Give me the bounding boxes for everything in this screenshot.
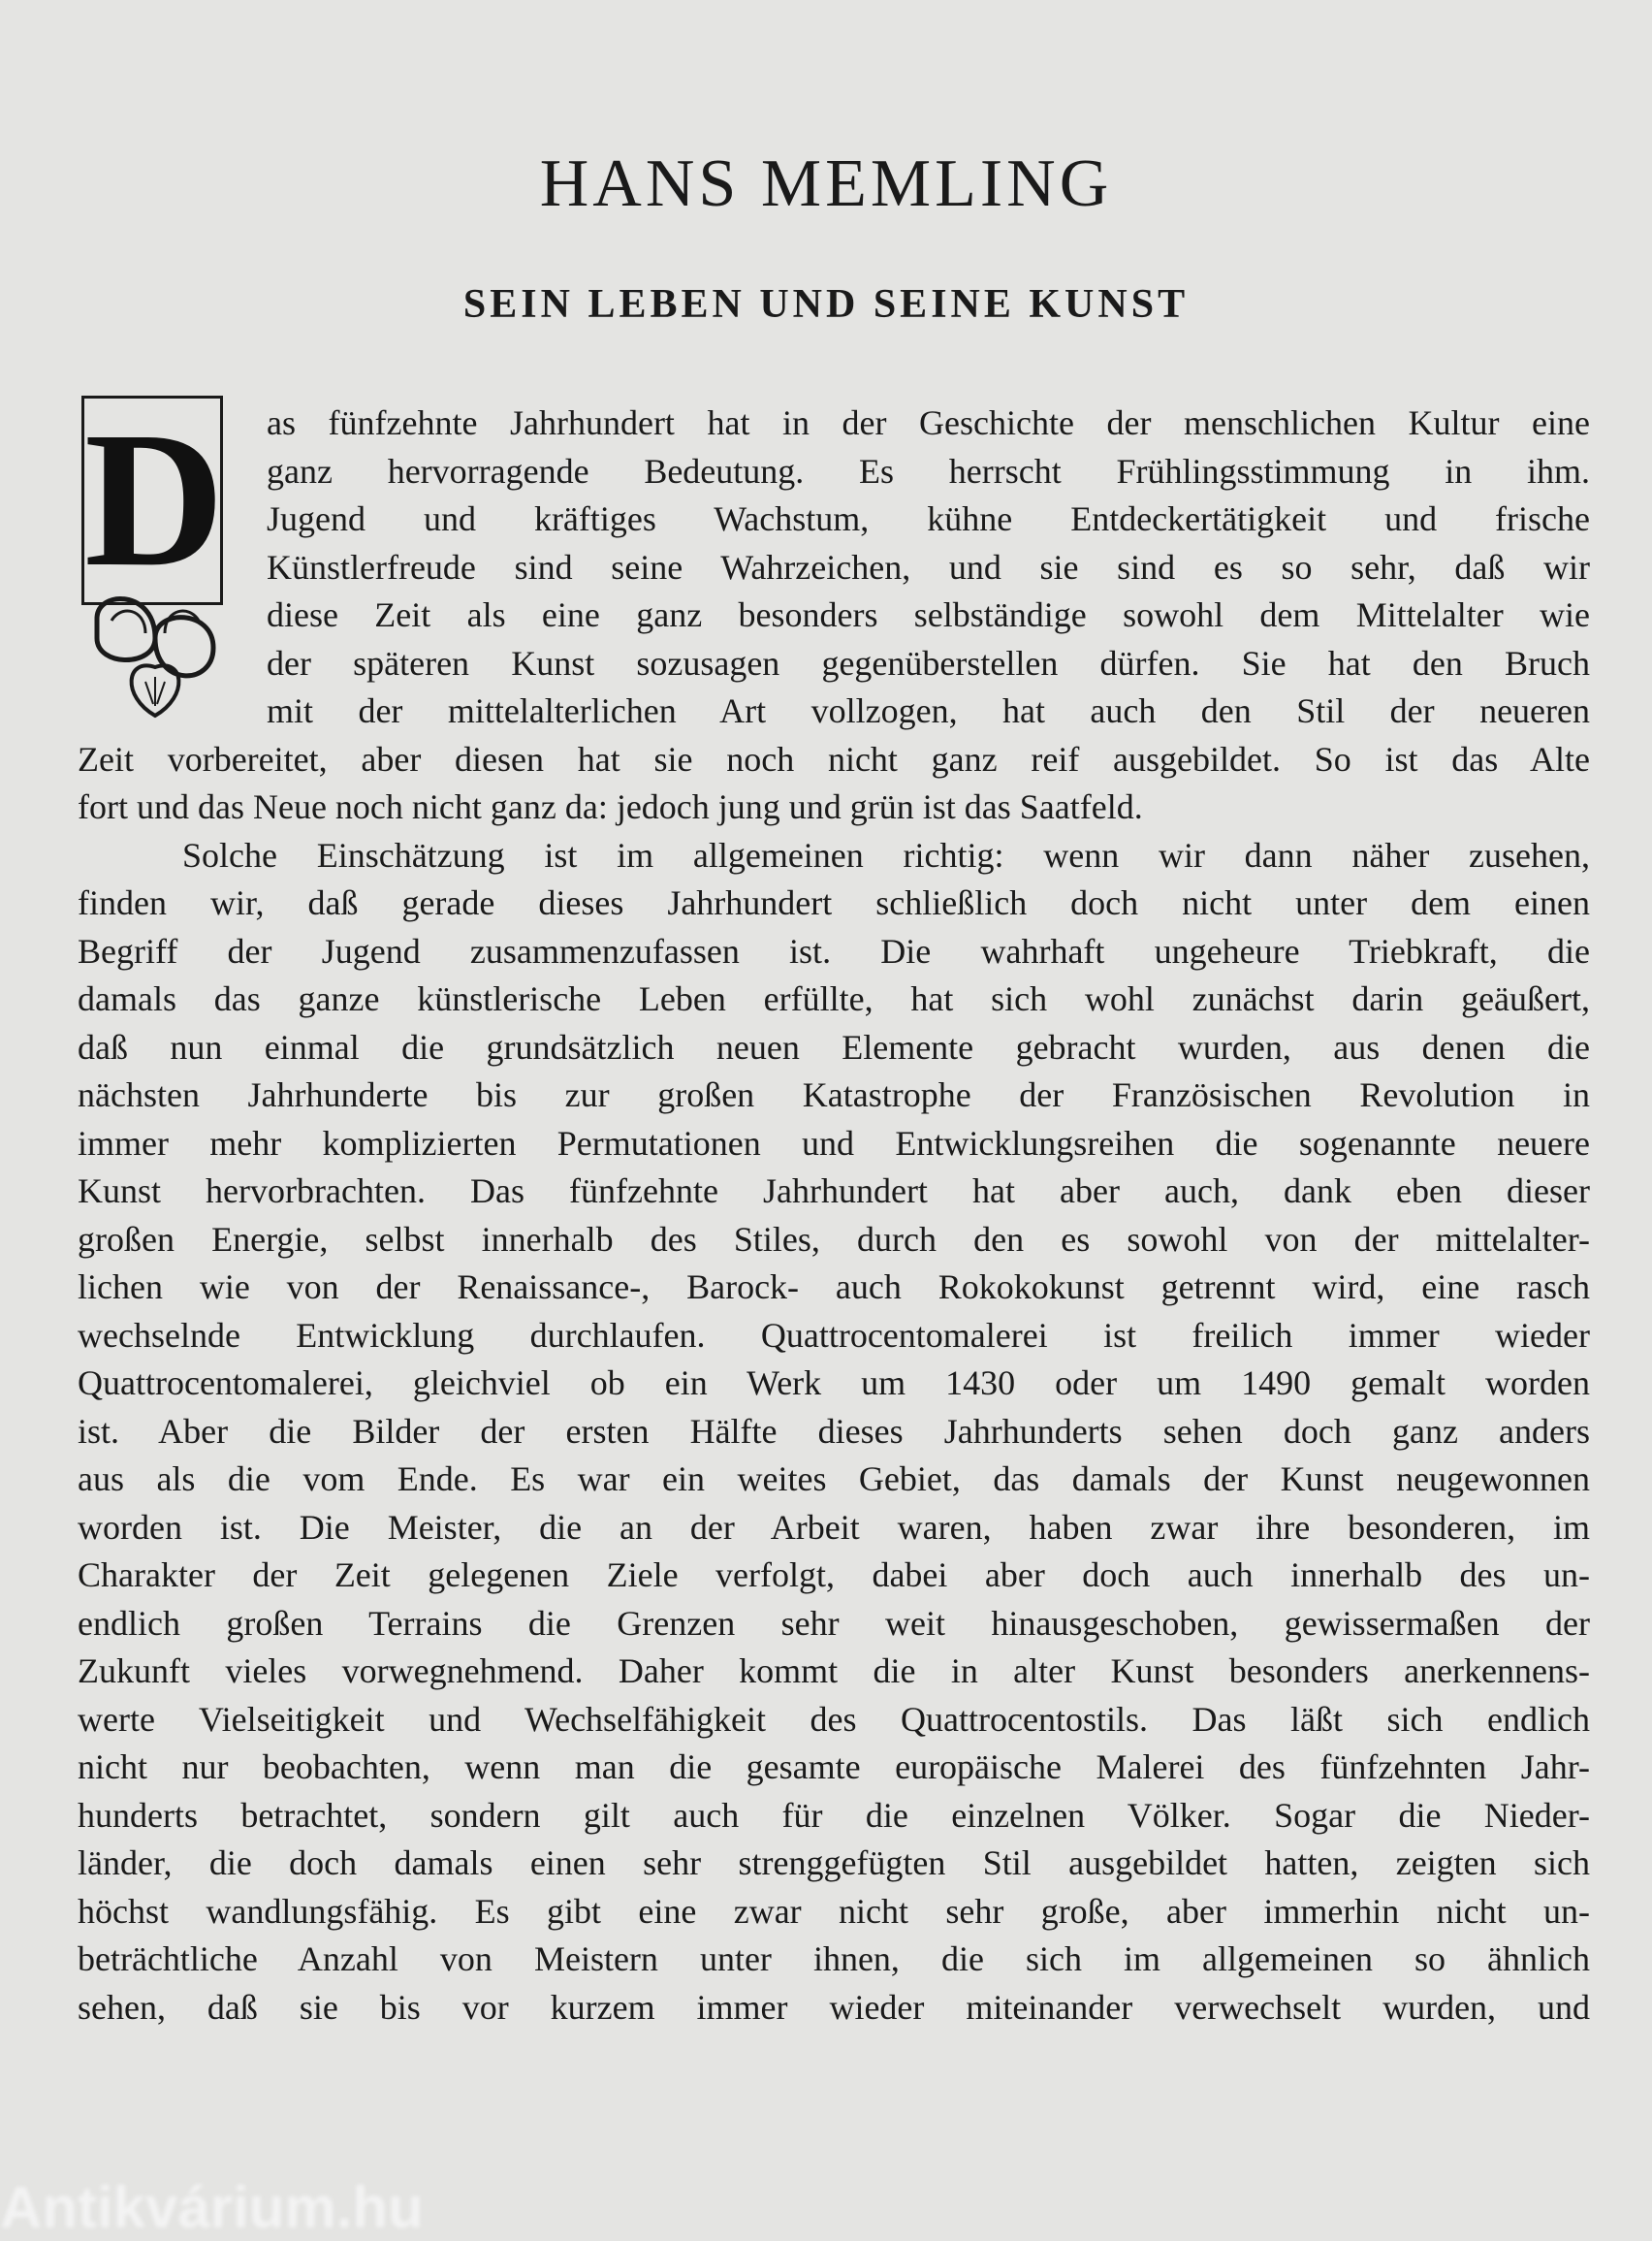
text-line: werte Vielseitigkeit und Wechselfähigkeit des Quattrocentostils. Das läßt sich endlich	[78, 1699, 1590, 1739]
page-title: HANS MEMLING	[539, 146, 1113, 221]
text-line: aus als die vom Ende. Es war ein weites Gebiet, das damals der Kunst neugewonnen	[78, 1459, 1590, 1498]
drop-cap-letter: D	[81, 396, 223, 605]
text-line: sehen, daß sie bis vor kurzem immer wieder miteinander verwechselt wurden, und	[78, 1987, 1590, 2027]
text-line: nicht nur beobachten, wenn man die gesamte europäische Malerei des fünfzehnten Jahr-	[78, 1747, 1590, 1786]
text-line: mit der mittelalterlichen Art vollzogen, hat auch den Stil der neueren	[267, 691, 1590, 730]
text-line: länder, die doch damals einen sehr strenggefügten Stil ausgebildet hatten, zeigten sich	[78, 1843, 1590, 1882]
text-line: Charakter der Zeit gelegenen Ziele verfolgt, dabei aber doch auch innerhalb des un-	[78, 1555, 1590, 1594]
text-line: beträchtliche Anzahl von Meistern unter ihnen, die sich im allgemeinen so ähnlich	[78, 1939, 1590, 1978]
text-line: der späteren Kunst sozusagen gegenüberstellen dürfen. Sie hat den Bruch	[267, 643, 1590, 683]
text-line: damals das ganze künstlerische Leben erfüllte, hat sich wohl zunächst darin geäußert,	[78, 979, 1590, 1018]
watermark: Antikvárium.hu	[0, 2175, 424, 2240]
page-subtitle: SEIN LEBEN UND SEINE KUNST	[462, 282, 1190, 327]
text-line: großen Energie, selbst innerhalb des Stiles, durch den es sowohl von der mittelalter-	[78, 1219, 1590, 1259]
text-line: ganz hervorragende Bedeutung. Es herrscht Frühlingsstimmung in ihm.	[267, 451, 1590, 491]
text-line: immer mehr komplizierten Permutationen und Entwicklungsreihen die sogenannte neuere	[78, 1123, 1590, 1163]
text-line: Zukunft vieles vorwegnehmend. Daher kommt die in alter Kunst besonders anerkennens-	[78, 1651, 1590, 1690]
text-line: worden ist. Die Meister, die an der Arbeit waren, haben zwar ihre besonderen, im	[78, 1507, 1590, 1547]
text-line: Solche Einschätzung ist im allgemeinen richtig: wenn wir dann näher zusehen,	[182, 835, 1590, 875]
text-line: fort und das Neue noch nicht ganz da: jedoch jung und grün ist das Saatfeld.	[78, 787, 1143, 826]
text-line: Zeit vorbereitet, aber diesen hat sie noch nicht ganz reif ausgebildet. So ist das Alte	[78, 739, 1590, 779]
text-line: hunderts betrachtet, sondern gilt auch für die einzelnen Völker. Sogar die Nieder-	[78, 1795, 1590, 1835]
text-line: nächsten Jahrhunderte bis zur großen Katastrophe der Französischen Revolution in	[78, 1075, 1590, 1114]
text-line: as fünfzehnte Jahrhundert hat in der Geschichte der menschlichen Kultur eine	[267, 403, 1590, 442]
text-line: ist. Aber die Bilder der ersten Hälfte dieses Jahrhunderts sehen doch ganz anders	[78, 1411, 1590, 1451]
text-line: daß nun einmal die grundsätzlich neuen Elemente gebracht wurden, aus denen die	[78, 1027, 1590, 1067]
text-line: Quattrocentomalerei, gleichviel ob ein Werk um 1430 oder um 1490 gemalt worden	[78, 1363, 1590, 1402]
text-line: Begriff der Jugend zusammenzufassen ist. Die wahrhaft ungeheure Triebkraft, die	[78, 931, 1590, 971]
text-line: höchst wandlungsfähig. Es gibt eine zwar nicht sehr große, aber immerhin nicht un-	[78, 1891, 1590, 1931]
text-line: lichen wie von der Renaissance-, Barock- auch Rokokokunst getrennt wird, eine rasch	[78, 1267, 1590, 1306]
text-line: Jugend und kräftiges Wachstum, kühne Entdeckertätigkeit und frische	[267, 499, 1590, 538]
text-line: Kunst hervorbrachten. Das fünfzehnte Jahrhundert hat aber auch, dank eben dieser	[78, 1171, 1590, 1210]
text-line: endlich großen Terrains die Grenzen sehr weit hinausgeschoben, gewissermaßen der	[78, 1603, 1590, 1643]
text-line: wechselnde Entwicklung durchlaufen. Quattrocentomalerei ist freilich immer wieder	[78, 1315, 1590, 1355]
text-line: finden wir, daß gerade dieses Jahrhundert schließlich doch nicht unter dem einen	[78, 883, 1590, 922]
text-line: Künstlerfreude sind seine Wahrzeichen, und sie sind es so sehr, daß wir	[267, 547, 1590, 587]
article-body	[78, 400, 1590, 2032]
text-line: diese Zeit als eine ganz besonders selbständige sowohl dem Mittelalter wie	[267, 595, 1590, 634]
